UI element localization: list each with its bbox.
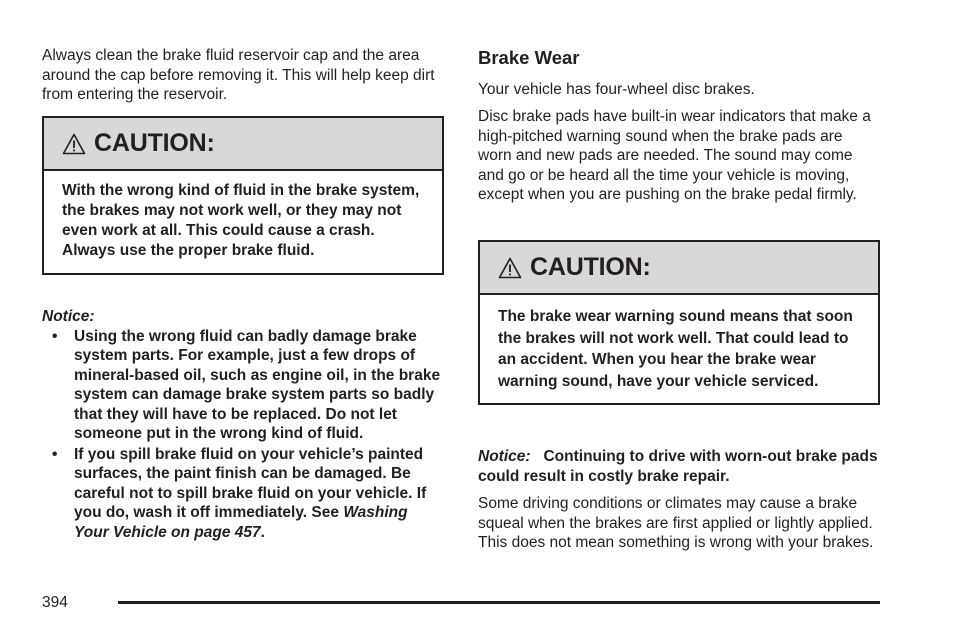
caution-title: CAUTION: — [530, 253, 651, 281]
notice-list — [42, 327, 444, 543]
bullet-glyph: • — [52, 327, 58, 345]
page-number: 394 — [42, 594, 68, 611]
notice-text: Continuing to drive with worn-out brake pads could result in costly brake repair. — [478, 448, 878, 485]
paragraph-disc-brakes: Your vehicle has four-wheel disc brakes. — [478, 81, 755, 98]
list-item-end: . — [260, 523, 265, 541]
caution-header — [44, 118, 442, 171]
intro-paragraph: Always clean the brake fluid reservoir cap and the area around the cap before removing it. This will help keep dirt from entering the reservoir. — [42, 47, 435, 103]
paragraph-brake-squeal: Some driving conditions or climates may cause a brake squeal when the brakes are first applied or lightly applied. This does not mean something is wrong with your brakes. — [478, 495, 874, 551]
caution-box-brake-wear — [478, 240, 880, 405]
cross-reference-link[interactable]: Washing Your Vehicle on page 457 — [74, 504, 408, 541]
list-item — [42, 445, 444, 543]
caution-box-brake-fluid — [42, 116, 444, 275]
caution-body: With the wrong kind of fluid in the brake system, the brakes may not work well, or they may not even work at all. This could cause a crash. Always use the proper brake fluid. — [62, 182, 420, 259]
list-item — [42, 327, 444, 444]
footer-rule — [118, 601, 880, 604]
notice-paragraph — [478, 447, 880, 486]
caution-body: The brake wear warning sound means that soon the brakes will not work well. That could lead to an accident. When you hear the brake wear warning sound, have your vehicle serviced. — [498, 308, 853, 390]
caution-title: CAUTION: — [94, 129, 215, 157]
notice-section — [42, 307, 444, 542]
warning-triangle-icon — [498, 257, 522, 279]
warning-triangle-icon — [62, 133, 86, 155]
notice-label: Notice: — [478, 448, 531, 465]
list-item-text: Using the wrong fluid can badly damage brake system parts. For example, just a few drops of mineral-based oil, such as engine oil, in the brake system can damage brake system parts so badly that they will have to be replaced. Do not let someone put in the wrong kind of fluid. — [74, 327, 441, 442]
paragraph-wear-indicators: Disc brake pads have built-in wear indicators that make a high-pitched warning sound when the brake pads are worn and new pads are needed. The sound may come and go or be heard all the time your vehicle is moving, except when you are pushing on the brake pedal firmly. — [478, 108, 871, 203]
caution-header — [480, 242, 878, 295]
section-heading: Brake Wear — [478, 47, 580, 68]
notice-label: Notice: — [42, 308, 95, 325]
list-item-text: If you spill brake fluid on your vehicle’s painted surfaces, the paint finish can be damaged. Be careful not to spill brake fluid on your vehicle. If you do, wash it off immediately. See — [74, 445, 427, 521]
bullet-glyph: • — [52, 445, 58, 463]
